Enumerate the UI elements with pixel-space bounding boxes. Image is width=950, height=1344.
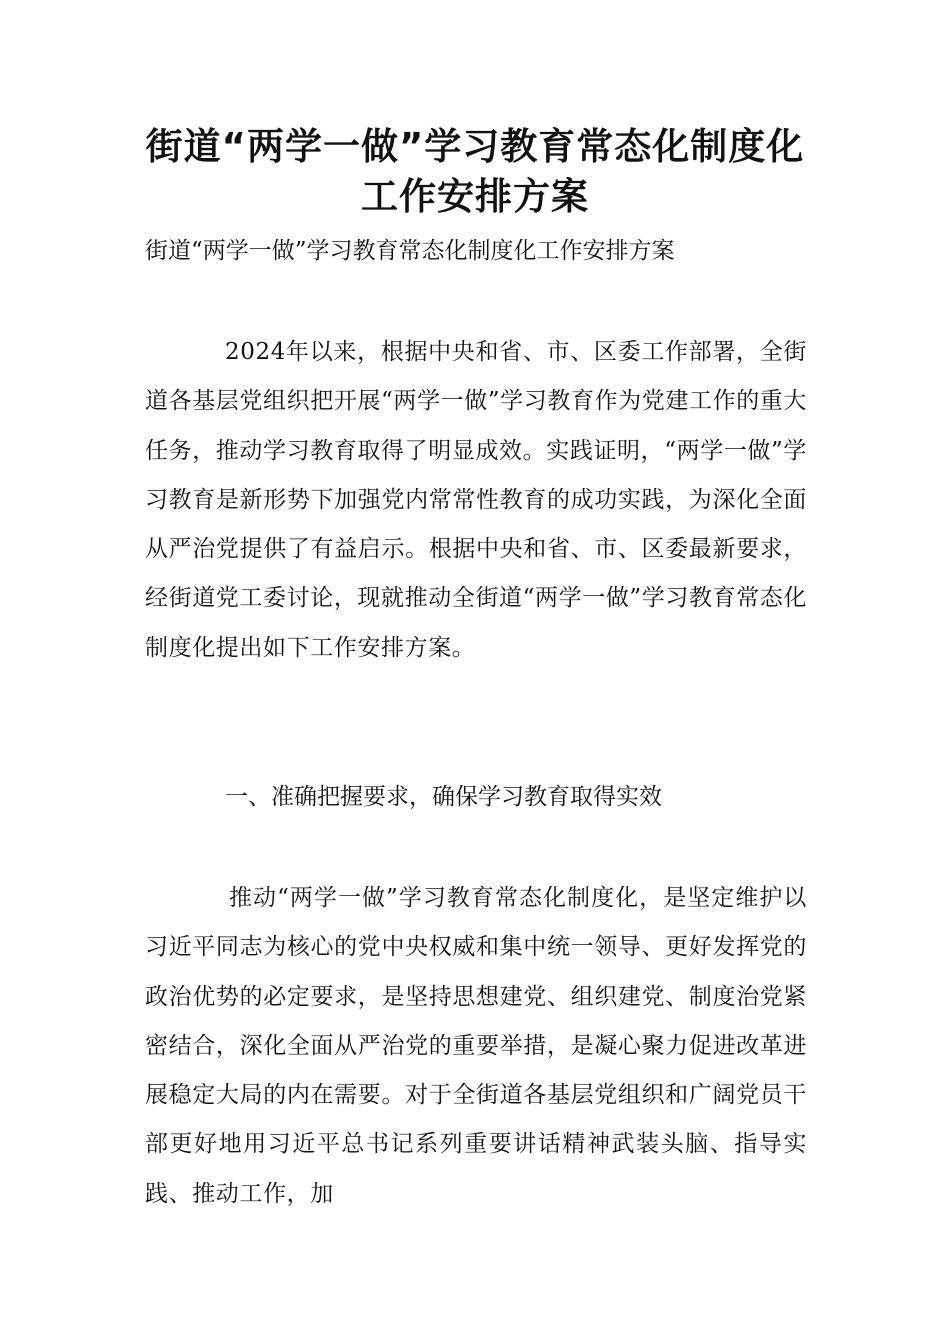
document-title: 街道“两学一做”学习教育常态化制度化工作安排方案 [145,125,805,218]
intro-paragraph: 2024年以来，根据中央和省、市、区委工作部署，全街道各基层党组织把开展“两学一做”学习教育作为党建工作的重大任务，推动学习教育取得了明显成效。实践证明，“两学一做”学习教育是新形势下加强党内常常性教育的成功实践，为深化全面从严治党提供了有益启示。根据中央和省、市、区委最新要求，经街道党工委讨论，现就推动全街道“两学一做”学习教育常态化制度化提出如下工作安排方案。 [145,339,807,661]
document-subtitle: 街道“两学一做”学习教育常态化制度化工作安排方案 [145,238,675,264]
section-heading: 一、准确把握要求，确保学习教育取得实效 [225,784,662,810]
section-paragraph: 推动“两学一做”学习教育常态化制度化，是坚定维护以习近平同志为核心的党中央权威和集中统一领导、更好发挥党的政治优势的必定要求，是坚持思想建党、组织建党、制度治党紧密结合，深化全面从严治党的重要举措，是凝心聚力促进改革进展稳定大局的内在需要。对于全街道各基层党组织和广阔党员干部更好地用习近平总书记系列重要讲话精神武装头脑、指导实践、推动工作，加 [145,885,807,1207]
